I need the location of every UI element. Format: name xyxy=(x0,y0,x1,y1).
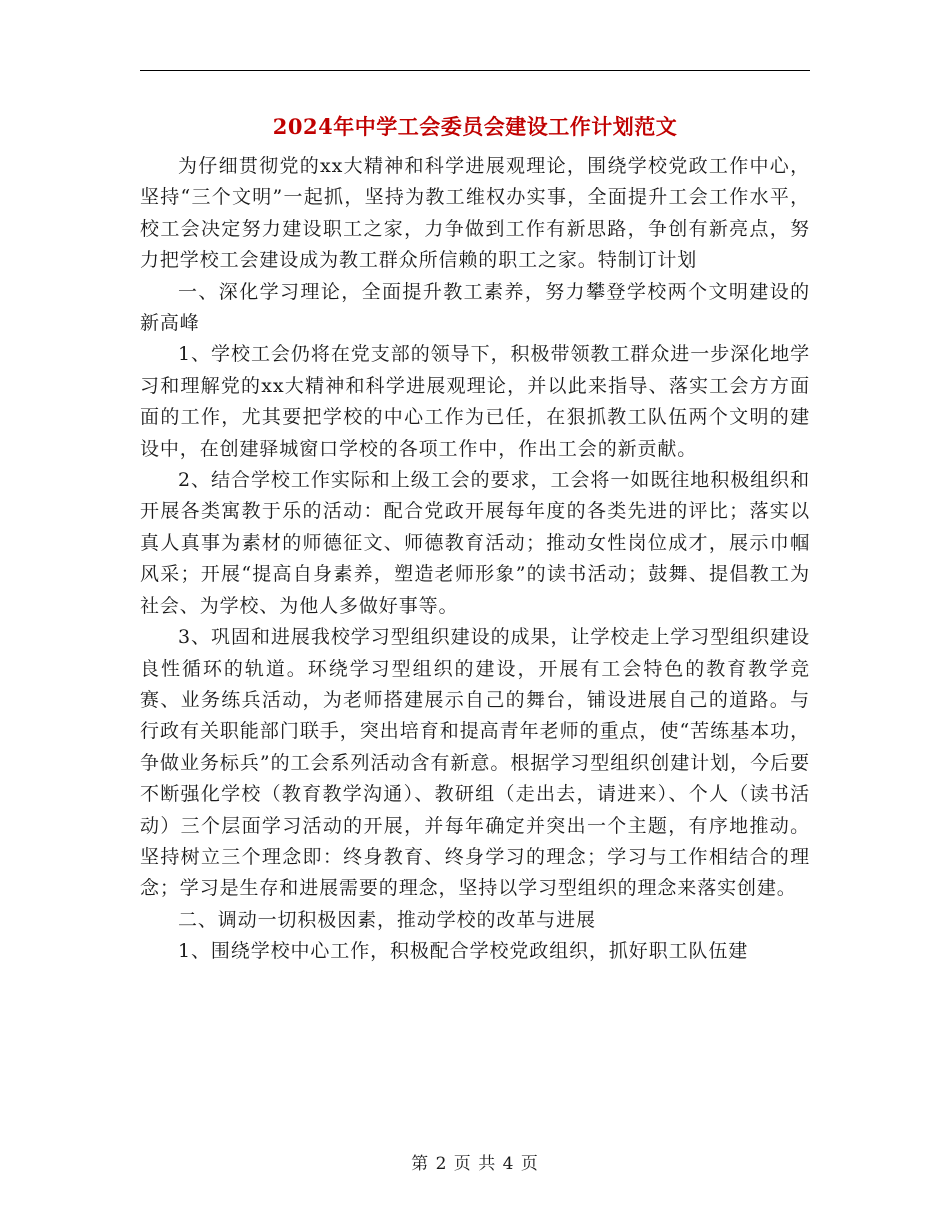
item-paragraph-1-2: 2、结合学校工作实际和上级工会的要求，工会将一如既往地积极组织和开展各类寓教于乐的活动：配合党政开展每年度的各类先进的评比；落实以真人真事为素材的师德征文、师德教育活动；推动女性岗位成才，展示巾帼风采；开展“提高自身素养，塑造老师形象”的读书活动；鼓舞、提倡教工为社会、为学校、为他人多做好事等。 xyxy=(140,469,810,617)
header-rule xyxy=(140,70,810,71)
section-heading-1: 一、深化学习理论，全面提升教工素养，努力攀登学校两个文明建设的新高峰 xyxy=(140,280,810,335)
document-title: 2024年中学工会委员会建设工作计划范文 xyxy=(272,114,678,139)
item-paragraph-2-1: 1、围绕学校中心工作，积极配合学校党政组织，抓好职工队伍建 xyxy=(178,940,749,963)
item-paragraph-1-3: 3、巩固和进展我校学习型组织建设的成果，让学校走上学习型组织建设良性循环的轨道。环绕学习型组织的建设，开展有工会特色的教育教学竞赛、业务练兵活动，为老师搭建展示自己的舞台，铺设进展自己的道路。与行政有关职能部门联手，突出培育和提高青年老师的重点，使“苦练基本功，争做业务标兵”的工会系列活动含有新意。根据学习型组织创建计划，今后要不断强化学校（教育教学沟通）、教研组（走出去，请进来）、个人（读书活动）三个层面学习活动的开展，并每年确定并突出一个主题，有序地推动。坚持树立三个理念即：终身教育、终身学习的理念；学习与工作相结合的理念；学习是生存和进展需要的理念，坚持以学习型组织的理念来落实创建。 xyxy=(140,626,810,900)
document-body xyxy=(140,151,810,968)
page-number: 第 2 页 共 4 页 xyxy=(411,1154,539,1174)
item-paragraph-1-1: 1、学校工会仍将在党支部的领导下，积极带领教工群众进一步深化地学习和理解党的xx大精神和科学进展观理论，并以此来指导、落实工会方方面面的工作，尤其要把学校的中心工作为已任，在狠抓教工队伍两个文明的建设中，在创建驿城窗口学校的各项工作中，作出工会的新贡献。 xyxy=(140,343,810,460)
section-heading-2: 二、调动一切积极因素，推动学校的改革与进展 xyxy=(178,908,596,931)
intro-paragraph: 为仔细贯彻党的xx大精神和科学进展观理论，围绕学校党政工作中心，坚持“三个文明”一起抓，坚持为教工维权办实事，全面提升工会工作水平，校工会决定努力建设职工之家，力争做到工作有新思路，争创有新亮点，努力把学校工会建设成为教工群众所信赖的职工之家。特制订计划 xyxy=(140,155,810,272)
